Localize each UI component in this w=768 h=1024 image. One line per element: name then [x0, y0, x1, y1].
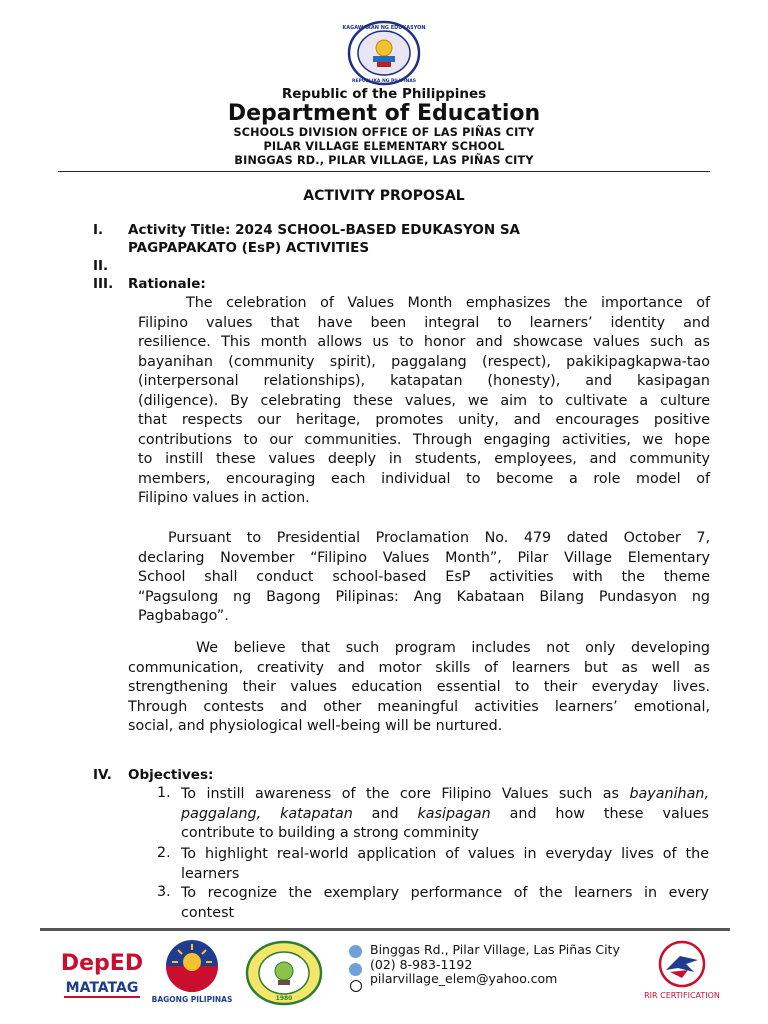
text-run: bayanihan,	[629, 786, 709, 802]
email-icon	[350, 980, 362, 992]
seal-text-bottom: REPUBLIKA NG PILIPINAS	[351, 79, 417, 84]
bagong-pilipinas-logo	[150, 936, 234, 1006]
text-line: strengthening their values education essential to their everyday lives.	[128, 679, 710, 695]
text-line: contributions to our communities. Through engaging activities, we hope	[138, 431, 710, 448]
activity-title-label-cont: PAGPAPAKATO (EsP) ACTIVITIES	[128, 240, 370, 256]
text-line: School shall conduct school-based EsP activities with the theme	[138, 569, 710, 585]
objective-3-number: 3.	[157, 884, 171, 900]
text-run: To instill awareness of the core Filipino Values such as	[181, 786, 630, 802]
republic-line: Republic of the Philippines	[281, 86, 487, 102]
text-line: (interpersonal relationships), katapatan (honesty), and kasipagan	[138, 373, 710, 389]
text-line: learners	[181, 865, 240, 882]
rationale-heading: Rationale:	[128, 276, 206, 292]
text-line: communication, creativity and motor skills of learners but as well as	[128, 659, 710, 676]
text-line: Filipino values that have been integral to learners’ identity and	[138, 314, 710, 331]
activity-title-label: Activity Title: 2024 SCHOOL-BASED EDUKASYON SA	[128, 222, 520, 238]
section-4-number: IV.	[93, 767, 112, 783]
footer-address: Binggas Rd., Pilar Village, Las Piñas City	[370, 942, 620, 957]
objectives-heading: Objectives:	[128, 767, 214, 783]
address-line: BINGGAS RD., PILAR VILLAGE, LAS PIÑAS CITY	[234, 154, 534, 167]
text-line: Through contests and other meaningful activities learners’ emotional,	[128, 698, 710, 715]
text-line: Pagbabago”.	[138, 608, 229, 624]
section-3-number: III.	[93, 276, 114, 292]
department-title: Department of Education	[227, 101, 541, 126]
document-title: ACTIVITY PROPOSAL	[303, 188, 465, 204]
school-seal-logo	[245, 940, 323, 1006]
text-line: The celebration of Values Month emphasizes the importance of	[186, 295, 710, 311]
bagong-pilipinas-text: BAGONG PILIPINAS	[151, 995, 233, 1004]
text-run: and	[352, 805, 418, 822]
header-divider	[58, 171, 710, 172]
rir-cert-text: RIR CERTIFICATION	[644, 991, 720, 1000]
text-line: contest	[181, 904, 235, 921]
text-run	[261, 806, 280, 822]
text-line: Pursuant to Presidential Proclamation No. 479 dated October 7,	[168, 530, 710, 546]
objective-2-number: 2.	[157, 845, 171, 861]
phone-icon	[349, 963, 362, 976]
matatag-logo-text: MATATAG	[65, 980, 139, 996]
rationale-paragraph-2	[138, 529, 710, 627]
text-line: resilience. This month allows us to honor and showcase values such as	[138, 334, 710, 350]
rationale-paragraph-1	[138, 294, 710, 509]
objective-1-text	[181, 785, 709, 844]
footer-email[interactable]: pilarvillage_elem@yahoo.com	[370, 971, 558, 986]
division-line: SCHOOLS DIVISION OFFICE OF LAS PIÑAS CITY	[233, 126, 535, 139]
text-run: paggalang,	[181, 805, 262, 822]
seal-text-top: KAGAWARAN NG EDUKASYON	[342, 25, 426, 31]
text-line: declaring November “Filipino Values Month”, Pilar Village Elementary	[138, 549, 710, 566]
objective-3-text	[181, 884, 709, 923]
text-run: katapatan	[280, 805, 353, 822]
text-line: Filipino values in action.	[138, 490, 310, 506]
footer-divider	[40, 928, 730, 931]
text-line: social, and physiological well-being will be nurtured.	[128, 718, 503, 734]
text-line: to instill these values deeply in students, employees, and community	[138, 451, 710, 467]
location-icon	[349, 945, 362, 958]
section-2-number: II.	[93, 258, 109, 274]
text-line: To recognize the exemplary performance of the learners in every	[181, 885, 709, 901]
text-run: and how these values	[490, 805, 709, 822]
rationale-paragraph-3	[128, 639, 710, 737]
text-line: We believe that such program includes not only developing	[196, 640, 710, 656]
deped-matatag-logo	[60, 940, 144, 1002]
text-run: kasipagan	[417, 805, 491, 822]
text-line: contribute to building a strong comminity	[181, 825, 479, 841]
deped-logo-text: DepED	[60, 951, 144, 976]
text-line: (diligence). By celebrating these values, we aim to cultivate a culture	[138, 392, 710, 409]
text-line: that respects our heritage, promotes unity, and encourages positive	[138, 412, 710, 428]
rir-certification-logo	[636, 940, 728, 1002]
text-line: members, encouraging each individual to become a role model of	[138, 470, 710, 487]
text-line: To highlight real-world application of values in everyday lives of the	[181, 846, 709, 862]
objective-2-text	[181, 845, 709, 884]
school-seal-year: 1980	[275, 995, 293, 1002]
section-1-number: I.	[93, 222, 104, 238]
deped-seal-icon	[342, 20, 426, 86]
school-line: PILAR VILLAGE ELEMENTARY SCHOOL	[263, 140, 505, 153]
footer-phone: (02) 8-983-1192	[370, 957, 473, 972]
objective-1-number: 1.	[157, 785, 171, 801]
text-line: “Pagsulong ng Bagong Pilipinas: Ang Kabataan Bilang Pundasyon ng	[138, 588, 710, 605]
text-line: bayanihan (community spirit), paggalang (respect), pakikipagkapwa-tao	[138, 353, 710, 370]
